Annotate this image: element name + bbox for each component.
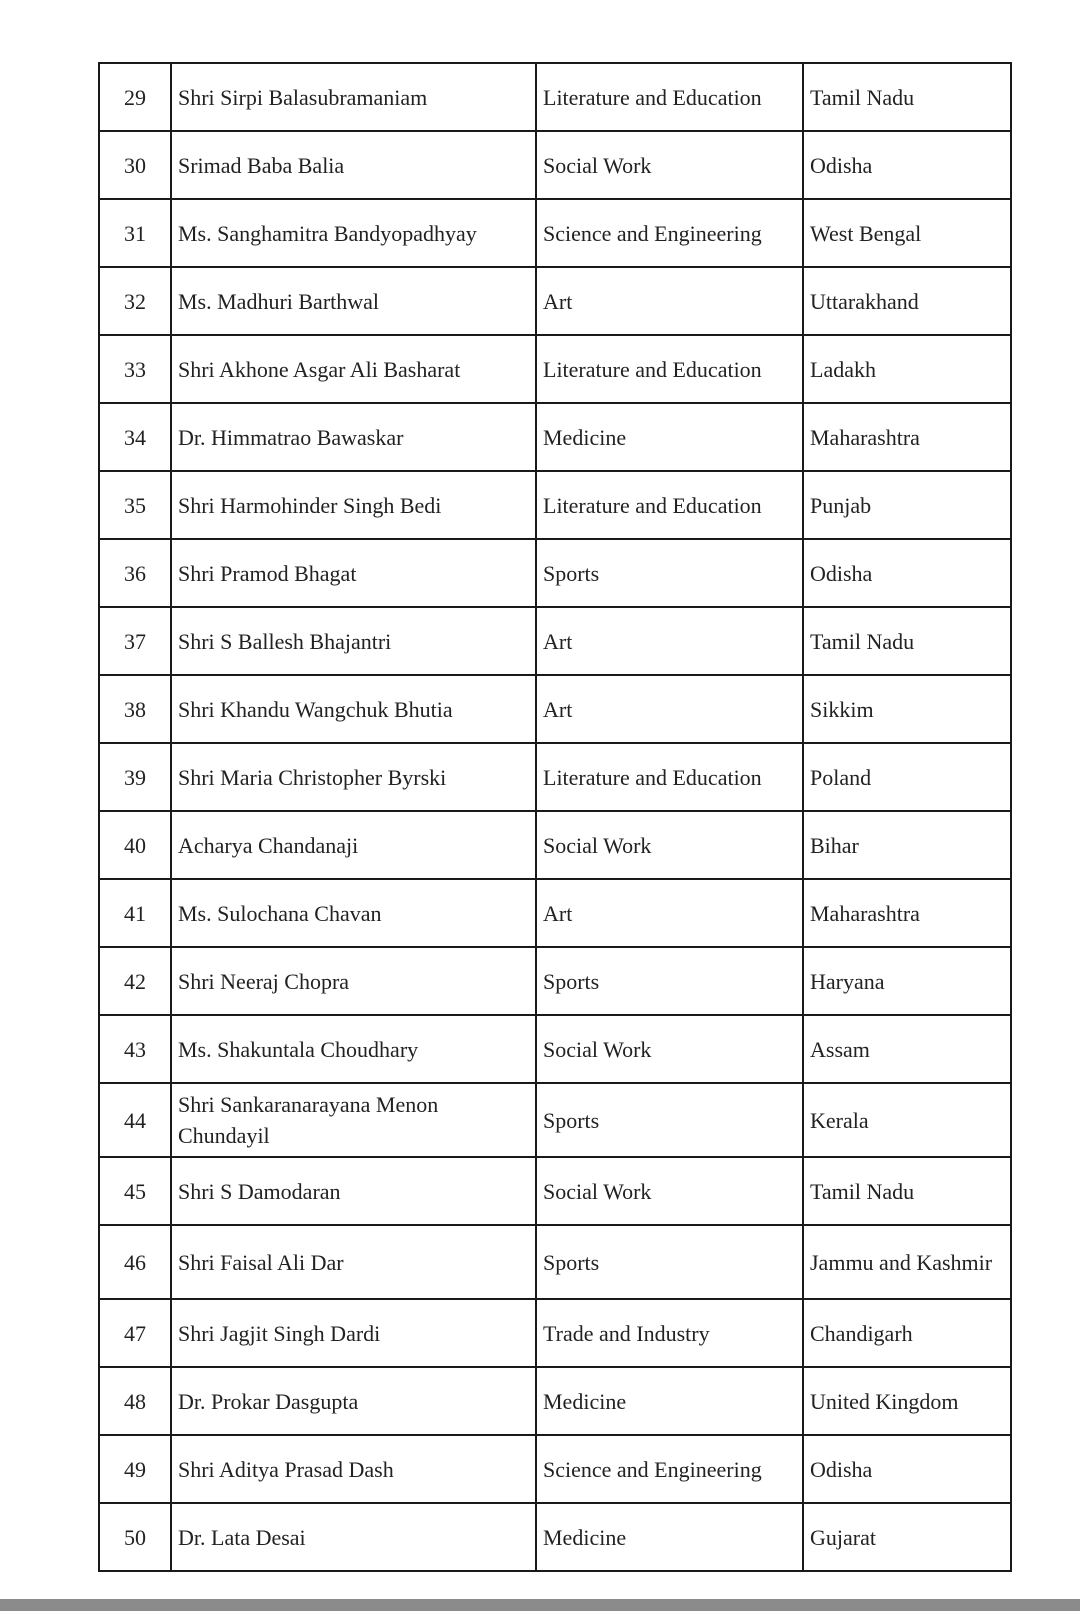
awardee-name-cell: Shri Khandu Wangchuk Bhutia [171, 675, 536, 743]
state-country-cell: Tamil Nadu [803, 1157, 1011, 1225]
field-cell: Social Work [536, 811, 803, 879]
table-row [99, 199, 1011, 267]
state-country-cell: Assam [803, 1015, 1011, 1083]
field-cell: Social Work [536, 1015, 803, 1083]
awardee-name-cell: Shri Akhone Asgar Ali Basharat [171, 335, 536, 403]
state-country-cell: Haryana [803, 947, 1011, 1015]
serial-number-cell: 44 [99, 1083, 171, 1157]
field-cell: Science and Engineering [536, 1435, 803, 1503]
serial-number-cell: 48 [99, 1367, 171, 1435]
serial-number-cell: 37 [99, 607, 171, 675]
table-row [99, 63, 1011, 131]
table-row [99, 1157, 1011, 1225]
table-row [99, 1299, 1011, 1367]
serial-number-cell: 43 [99, 1015, 171, 1083]
awardee-name-cell: Shri Sankaranarayana Menon Chundayil [171, 1083, 536, 1157]
field-cell: Sports [536, 1225, 803, 1299]
awardee-name-cell: Shri Faisal Ali Dar [171, 1225, 536, 1299]
serial-number-cell: 31 [99, 199, 171, 267]
field-cell: Sports [536, 947, 803, 1015]
serial-number-cell: 30 [99, 131, 171, 199]
table-row [99, 1503, 1011, 1571]
field-cell: Sports [536, 539, 803, 607]
field-cell: Art [536, 607, 803, 675]
table-row [99, 131, 1011, 199]
awardee-name-cell: Srimad Baba Balia [171, 131, 536, 199]
table-row [99, 1367, 1011, 1435]
state-country-cell: Odisha [803, 131, 1011, 199]
table-row [99, 675, 1011, 743]
table-row [99, 267, 1011, 335]
serial-number-cell: 50 [99, 1503, 171, 1571]
serial-number-cell: 38 [99, 675, 171, 743]
state-country-cell: Poland [803, 743, 1011, 811]
awardee-name-cell: Shri Sirpi Balasubramaniam [171, 63, 536, 131]
table-row [99, 811, 1011, 879]
awardee-name-cell: Shri Harmohinder Singh Bedi [171, 471, 536, 539]
serial-number-cell: 41 [99, 879, 171, 947]
awardee-name-cell: Shri Aditya Prasad Dash [171, 1435, 536, 1503]
field-cell: Art [536, 267, 803, 335]
serial-number-cell: 36 [99, 539, 171, 607]
awardees-table-body [99, 63, 1011, 1571]
serial-number-cell: 47 [99, 1299, 171, 1367]
state-country-cell: Gujarat [803, 1503, 1011, 1571]
field-cell: Medicine [536, 403, 803, 471]
awardee-name-cell: Dr. Lata Desai [171, 1503, 536, 1571]
awardee-name-cell: Dr. Himmatrao Bawaskar [171, 403, 536, 471]
awardee-name-cell: Shri S Ballesh Bhajantri [171, 607, 536, 675]
state-country-cell: West Bengal [803, 199, 1011, 267]
field-cell: Literature and Education [536, 743, 803, 811]
table-row [99, 1083, 1011, 1157]
state-country-cell: Maharashtra [803, 403, 1011, 471]
serial-number-cell: 39 [99, 743, 171, 811]
field-cell: Literature and Education [536, 63, 803, 131]
table-row [99, 335, 1011, 403]
serial-number-cell: 42 [99, 947, 171, 1015]
state-country-cell: Tamil Nadu [803, 607, 1011, 675]
field-cell: Medicine [536, 1367, 803, 1435]
table-row [99, 471, 1011, 539]
table-row [99, 743, 1011, 811]
awardee-name-cell: Shri S Damodaran [171, 1157, 536, 1225]
serial-number-cell: 34 [99, 403, 171, 471]
state-country-cell: Jammu and Kashmir [803, 1225, 1011, 1299]
awardee-name-cell: Shri Pramod Bhagat [171, 539, 536, 607]
awardee-name-cell: Dr. Prokar Dasgupta [171, 1367, 536, 1435]
state-country-cell: Punjab [803, 471, 1011, 539]
field-cell: Art [536, 879, 803, 947]
awardee-name-cell: Ms. Madhuri Barthwal [171, 267, 536, 335]
table-row [99, 1225, 1011, 1299]
serial-number-cell: 32 [99, 267, 171, 335]
awardee-name-cell: Ms. Sulochana Chavan [171, 879, 536, 947]
state-country-cell: Sikkim [803, 675, 1011, 743]
awardee-name-cell: Shri Jagjit Singh Dardi [171, 1299, 536, 1367]
awardee-name-cell: Shri Maria Christopher Byrski [171, 743, 536, 811]
serial-number-cell: 45 [99, 1157, 171, 1225]
awardee-name-cell: Acharya Chandanaji [171, 811, 536, 879]
table-row [99, 947, 1011, 1015]
table-row [99, 403, 1011, 471]
state-country-cell: Kerala [803, 1083, 1011, 1157]
table-row [99, 607, 1011, 675]
serial-number-cell: 35 [99, 471, 171, 539]
awardee-name-cell: Ms. Shakuntala Choudhary [171, 1015, 536, 1083]
serial-number-cell: 33 [99, 335, 171, 403]
state-country-cell: United Kingdom [803, 1367, 1011, 1435]
serial-number-cell: 49 [99, 1435, 171, 1503]
state-country-cell: Odisha [803, 1435, 1011, 1503]
field-cell: Art [536, 675, 803, 743]
state-country-cell: Ladakh [803, 335, 1011, 403]
awardee-name-cell: Ms. Sanghamitra Bandyopadhyay [171, 199, 536, 267]
awardees-table [98, 62, 1012, 1572]
serial-number-cell: 40 [99, 811, 171, 879]
table-row [99, 1015, 1011, 1083]
field-cell: Sports [536, 1083, 803, 1157]
field-cell: Trade and Industry [536, 1299, 803, 1367]
state-country-cell: Odisha [803, 539, 1011, 607]
serial-number-cell: 46 [99, 1225, 171, 1299]
state-country-cell: Chandigarh [803, 1299, 1011, 1367]
field-cell: Literature and Education [536, 471, 803, 539]
viewer-bottom-bar [0, 1599, 1080, 1611]
serial-number-cell: 29 [99, 63, 171, 131]
state-country-cell: Maharashtra [803, 879, 1011, 947]
state-country-cell: Bihar [803, 811, 1011, 879]
table-row [99, 539, 1011, 607]
state-country-cell: Tamil Nadu [803, 63, 1011, 131]
field-cell: Social Work [536, 131, 803, 199]
field-cell: Science and Engineering [536, 199, 803, 267]
field-cell: Social Work [536, 1157, 803, 1225]
state-country-cell: Uttarakhand [803, 267, 1011, 335]
table-row [99, 1435, 1011, 1503]
table-row [99, 879, 1011, 947]
awardee-name-cell: Shri Neeraj Chopra [171, 947, 536, 1015]
field-cell: Medicine [536, 1503, 803, 1571]
field-cell: Literature and Education [536, 335, 803, 403]
